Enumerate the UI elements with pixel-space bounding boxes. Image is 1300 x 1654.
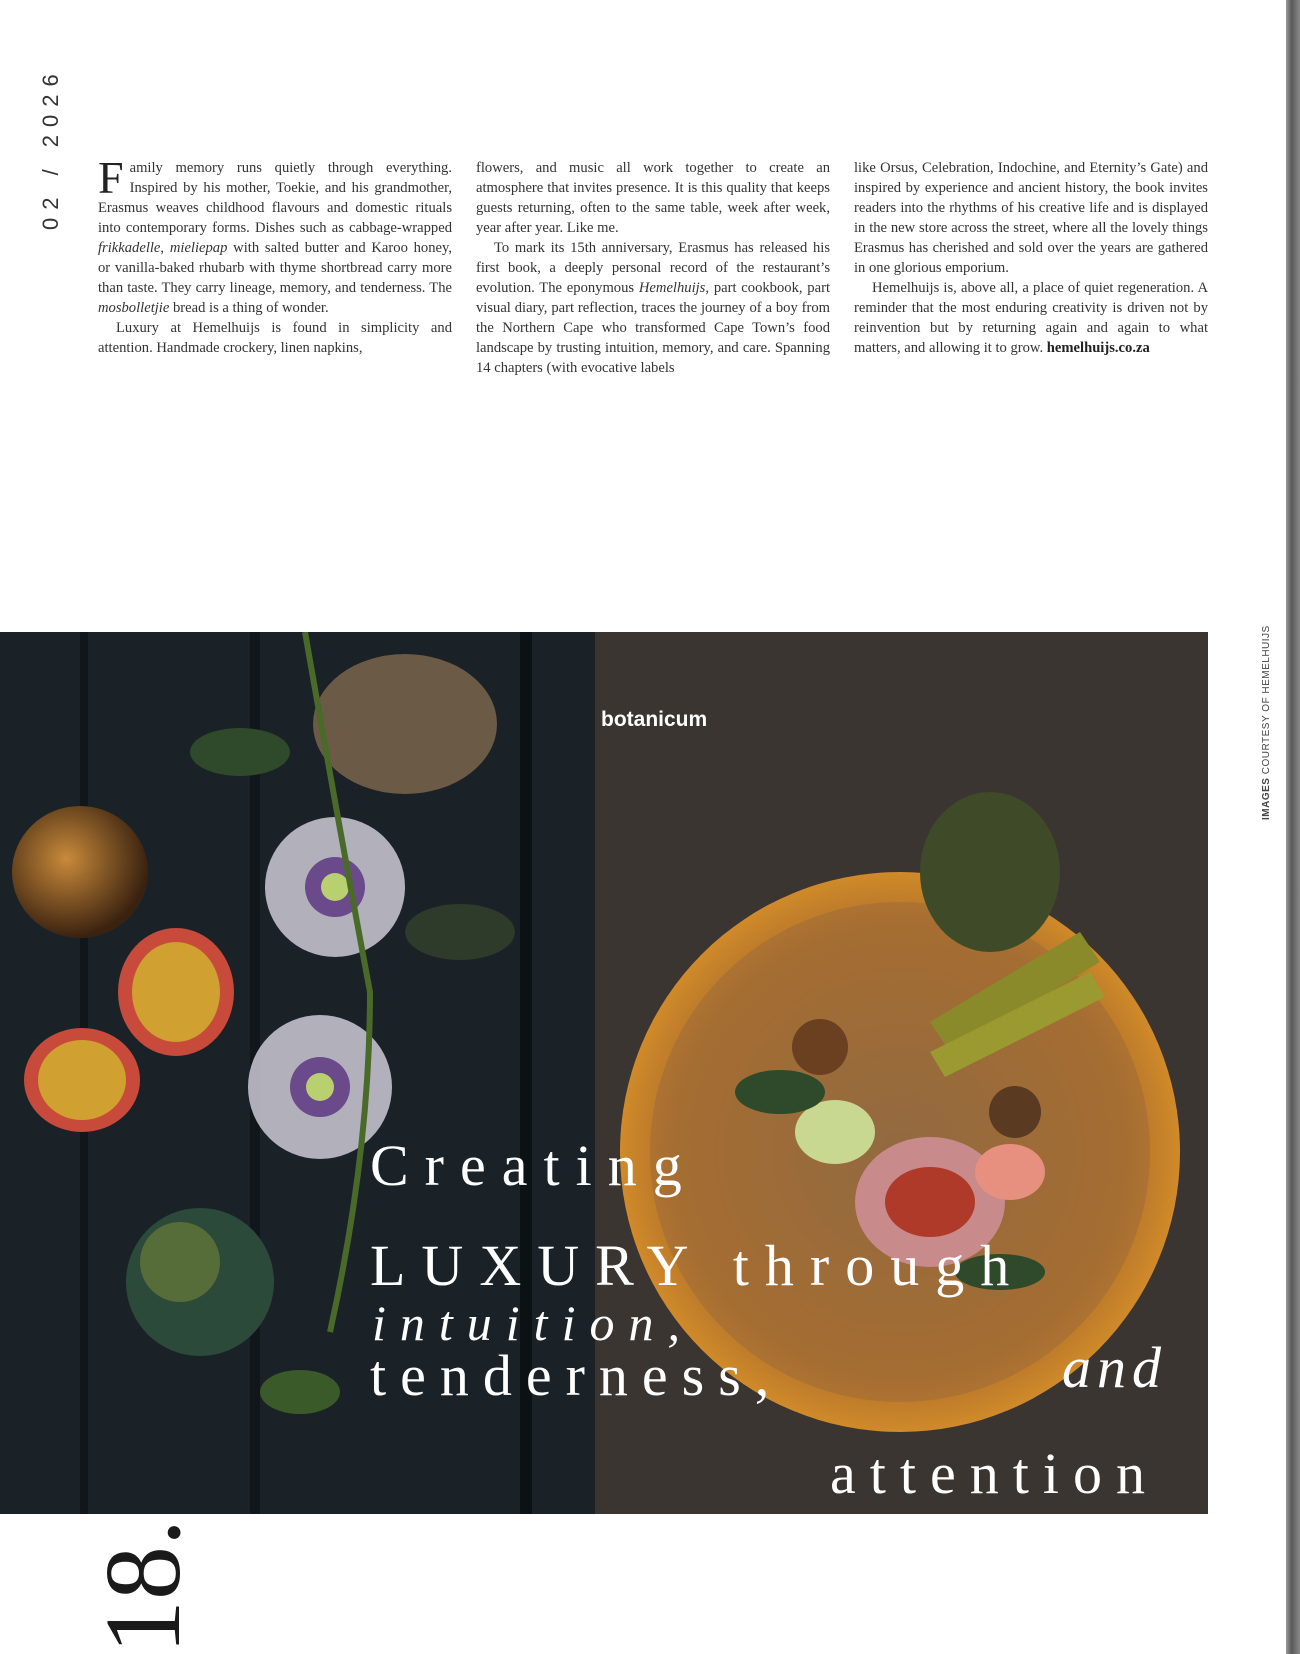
brand-label: botanicum bbox=[601, 708, 708, 731]
headline-line-3: intuition, bbox=[372, 1295, 694, 1351]
article-column-2 bbox=[476, 158, 830, 378]
paragraph: flowers, and music all work together to create an atmosphere that invites presence. It is this quality that keeps guests returning, often to the same table, week after week, year after year. Like me. bbox=[476, 160, 830, 236]
paragraph: like Orsus, Celebration, Indochine, and Eternity’s Gate) and inspired by experience and ancient history, the book invites readers into the rhythms of his creative life and is displayed in the new store across the street, where all the lovely things Erasmus has cherished and sold over the years are gathered in one glorious emporium. bbox=[854, 160, 1208, 276]
paragraph bbox=[476, 238, 830, 378]
text-run: Hemelhuijs is, above all, a place of quiet regeneration. A reminder that the most enduring creativity is driven not by reinvention but by returning again and again to what matters, and allowing it to grow. bbox=[854, 280, 1208, 356]
image-credit bbox=[1261, 625, 1272, 820]
italic-term: mosbolletjie bbox=[98, 300, 170, 316]
website-link[interactable]: hemelhuijs.co.za bbox=[1046, 340, 1150, 356]
article-column-3 bbox=[854, 158, 1208, 378]
italic-title: Hemelhuijs bbox=[638, 280, 706, 296]
text-run: bread is a thing of wonder. bbox=[169, 300, 329, 316]
honeycomb bbox=[313, 654, 497, 794]
seaweed-crisp bbox=[920, 792, 1060, 952]
text-run: , part cookbook, part visual diary, part reflection, traces the journey of a boy from the Northern Cape who transformed Cape Town’s food landscape by trusting intuition, memory, and care. Spanning 14 chapters (with evocative labels bbox=[476, 280, 830, 376]
text-run: amily memory runs quietly through everything. Inspired by his mother, Toekie, and his grandmother, Erasmus weaves childhood flavours and domestic rituals into contemporary forms. Dishes such as cabbage-wrapped bbox=[98, 160, 452, 236]
article-column-1 bbox=[98, 152, 453, 378]
headline-and: and bbox=[1062, 1335, 1167, 1400]
paragraph bbox=[854, 278, 1208, 358]
article-body bbox=[98, 152, 1208, 378]
issue-date: 02 / 2026 bbox=[38, 66, 63, 230]
text-run: To mark its 15th anniversary, Erasmus has released his first book, a deeply personal record of the restaurant’s evolution. The eponymous bbox=[476, 240, 830, 296]
drop-cap: F bbox=[98, 152, 124, 203]
italic-term: mieliepap bbox=[169, 240, 228, 256]
headline-line-5: attention bbox=[830, 1441, 1159, 1506]
text-run: with salted butter and Karoo honey, or vanilla-baked rhubarb with thyme shortbread carry more than taste. They carry lineage, memory, and tenderness. The bbox=[98, 240, 453, 296]
headline-line-2: LUXURY through bbox=[370, 1233, 1026, 1298]
italic-term: frikkadelle bbox=[98, 240, 161, 256]
passion-fruit bbox=[12, 806, 148, 938]
paragraph: Luxury at Hemelhuijs is found in simplicity and attention. Handmade crockery, linen napkins, bbox=[98, 320, 452, 356]
credit-label: IMAGES bbox=[1261, 777, 1272, 820]
headline-line-4: tenderness, bbox=[370, 1343, 784, 1408]
page-edge bbox=[1286, 0, 1300, 1654]
headline-line-1: Creating bbox=[370, 1133, 698, 1198]
page-number: 18. bbox=[84, 1519, 203, 1654]
text-run: , bbox=[160, 240, 170, 256]
mushroom bbox=[792, 1019, 848, 1075]
credit-text: COURTESY OF HEMELHUIJS bbox=[1261, 625, 1272, 778]
paragraph bbox=[98, 152, 453, 318]
